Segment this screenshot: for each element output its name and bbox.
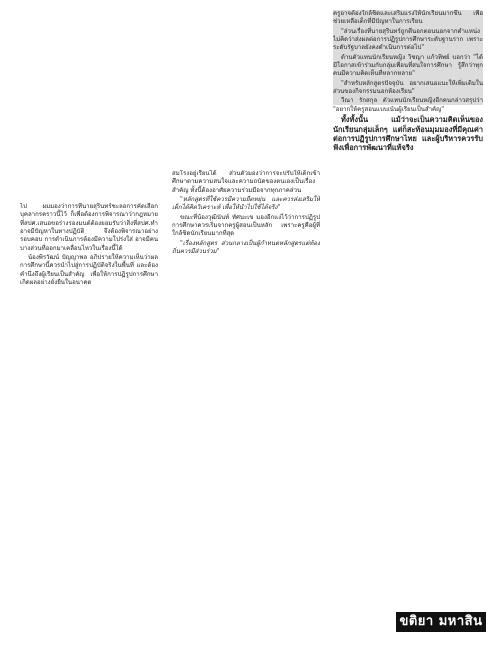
paragraph: ขณะที่น้องวุฒินันท์ ทัศนะเข มองอีกแง่ไว้ว่าการปฏิรูปการศึกษาควรเริ่มจากครูผู้สอนเป็นหลัก เพราะครูคือผู้ที่ใกล้ชิดนักเรียนมากที่สุด [172,213,320,238]
paragraph: ครูอาจต้องใกล้ชิดและเสริมแรงให้นักเรียนมากขึ้น เพื่อช่วยเหลือเด็กที่มีปัญหาในการเรียน [333,10,483,26]
article-column-2 [172,170,320,633]
quote-paragraph: "เรื่องหลักสูตร ส่วนกลางเป็นผู้กำหนดหลักสูตรแต่ท้องถิ่นควรมีส่วนร่วม" [172,239,320,256]
article-column-3 [333,10,483,480]
paragraph: วีณา รักสกุล ตัวแทนนักเรียนหญิงอีกคนกล่าวสรุปว่า "อยากให้ครูสอนแบบเน้นผู้เรียนเป็นสำคัญ" [333,97,483,113]
article-column-1 [20,203,158,633]
quote-paragraph: "ส่วนเรื่องที่นายสุรินทร์ถูกตีนอกตอนนอกจากตำแหน่ง ไม่คิดว่าส่งผลต่อการปฏิรูปการศึกษาระดับฐานราก เพราะระดับรัฐบาลยังคงดำเนินการต่อไป" [333,27,483,52]
paragraph: สมโรงอยู่เรียนได้ ส่วนตัวมองว่าการจะปรับให้เด็กเข้าศึกษาตามความสนใจและความถนัดของตนเองเป็นเรื่องสำคัญ ทั้งนี้ต้องอาศัยความร่วมมือจากทุกภาคส่วน [172,170,320,194]
quote-paragraph: "หลักสูตรที่ใช้ควรมีความยืดหยุ่น และควรส่งเสริมให้เด็กได้คิดวิเคราะห์ เพื่อให้นำไปใช้ได้จริง" [172,196,320,212]
paragraph: ด้านตัวแทนนักเรียนหญิง วิชญา แก้วทิพย์ บอกว่า "ได้มีโอกาสเข้าร่วมกับกลุ่มเพื่อนที่สนใจการศึกษา รู้สึกว่าทุกคนมีความคิดเห็นที่หลากหลาย" [333,53,483,78]
blank-area [0,0,320,165]
author-byline: ขติยา มหาสินธ์ [396,612,486,632]
paragraph: น้องพิรวัฒน์ ปัญญาพล อภิปรายให้ความเห็นว่าผลการศึกษานี้ควรนำไปสู่การปฏิบัติจริงในพื้นที่ และต้องคำนึงถึงผู้เรียนเป็นสำคัญ เพื่อให้การปฏิรูปการศึกษาเกิดผลอย่างยั่งยืนในอนาคต [20,254,158,287]
paragraph: ไป ผมมองว่าการที่นายสุรินทร์ชะลอการคัดเลือกบุคลากรคราวนี้ไว้ ก็เพื่อต้องการพิจารณาว่ากฎหมายที่สปศ.เสนอขอร่างรองมนต์ต้องยอมรับว่าสิ่งที่สปศ.ทำอาจมีปัญหาในทางปฏิบัติ จึงต้องพิจารณาอย่างรอบคอบ การดำเนินการต้องมีความโปร่งใส่ อาจมีคนบางส่วนที่ออกมาเคลื่อนไหวในเรื่องนี้ได้ [20,203,158,252]
summary-paragraph: ทั้งทั้งนั้น แม้ว่าจะเป็นความคิดเห็นของนักเรียนกลุ่มเล็กๆ แต่ก็สะท้อนมุมมองที่มีคุณค่าต่อการปฏิรูปการศึกษาไทย และผู้บริหารควรรับฟังเพื่อการพัฒนาที่แท้จริง [333,115,483,153]
paragraph: "สำหรับหลักสูตรปัจจุบัน อยากเสนอแนะให้เพิ่มเติมในส่วนของกิจกรรมนอกห้องเรียน" [333,79,483,96]
